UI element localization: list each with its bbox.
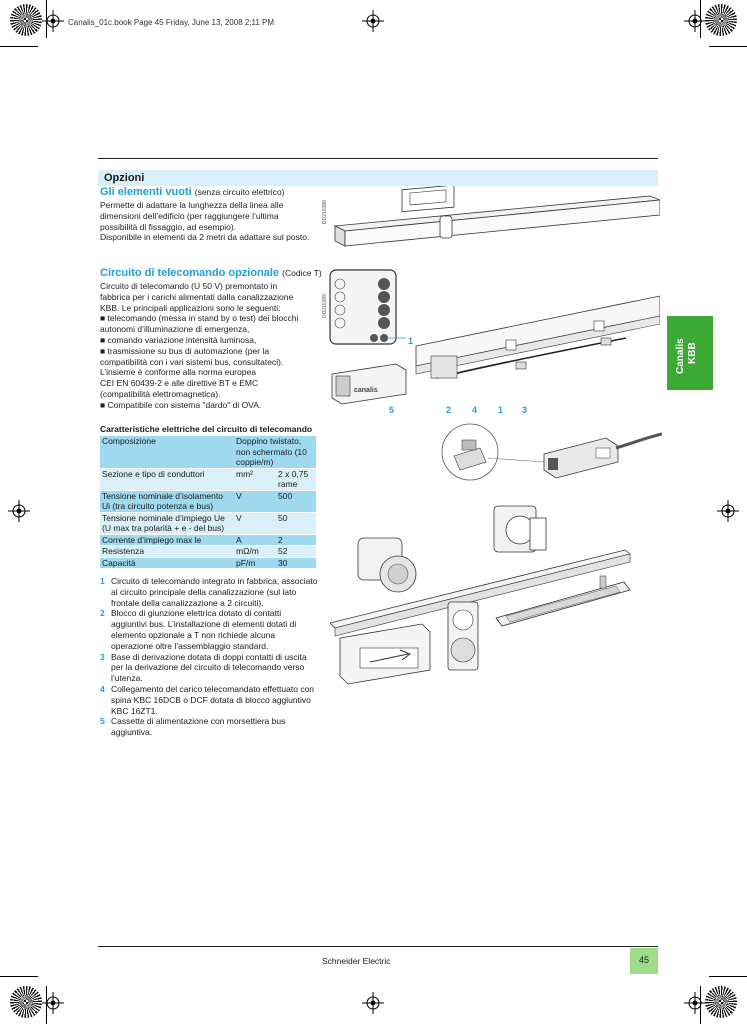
- registration-mark-icon: [362, 992, 384, 1014]
- text-line: autonomi d’illuminazione di emergenza,: [100, 324, 250, 335]
- footer-company: Schneider Electric: [322, 956, 391, 966]
- note-number: 1: [100, 576, 105, 586]
- top-rule: [98, 158, 658, 159]
- side-tab-line1: Canalis: [675, 338, 686, 374]
- table-cell: 50: [276, 512, 316, 534]
- table-cell: Doppino twistato, non schermato (10 coppie/m): [234, 436, 316, 468]
- table-row: [100, 436, 316, 468]
- registration-mark-icon: [684, 992, 706, 1014]
- table-cell: mΩ/m: [234, 546, 276, 558]
- text-line: CEI EN 60439-2 e alle direttive BT e EMC: [100, 378, 259, 389]
- page-number-box: [630, 948, 658, 974]
- text-line: (compatibilità elettromagnetica).: [100, 388, 221, 399]
- table-row: [100, 468, 316, 490]
- table-cell: 52: [276, 546, 316, 558]
- table-cell: Tensione nominale d’isolamento Ui (tra circuito potenza e bus): [100, 490, 234, 512]
- callout-1b: 1: [498, 405, 504, 415]
- text-line: Disponibile in elementi da 2 metri da adattare sul posto.: [100, 232, 310, 243]
- page-number: 45: [638, 955, 649, 965]
- note-text: Collegamento del carico telecomandato effettuato con spina KBC 16DCB o DCF dotata di blocco aggiuntivo KBC 16ZT1.: [111, 683, 315, 716]
- list-item: [100, 652, 318, 684]
- table-caption: Caratteristiche elettriche del circuito di telecomando: [100, 424, 313, 434]
- table-row: [100, 512, 316, 534]
- registration-mark-icon: [42, 992, 64, 1014]
- callout-3: 3: [522, 405, 528, 415]
- text-line: Permette di adattare la lunghezza della linea alle: [100, 200, 284, 210]
- table-cell: pF/m: [234, 557, 276, 569]
- crop-line: [709, 976, 747, 977]
- spec-table: [100, 436, 316, 569]
- list-item: [100, 608, 318, 651]
- note-text: Base di derivazione dotata di doppi contatti di uscita per la derivazione del circuito di telecomando verso l’utenza.: [111, 651, 307, 684]
- paragraph-remote-circuit: [100, 281, 320, 411]
- table-cell: 30: [276, 557, 316, 569]
- note-text: Cassette di alimentazione con morsettiera bus aggiuntiva.: [111, 716, 286, 738]
- empty-element-figure: [330, 186, 660, 256]
- registration-mark-icon: [42, 10, 64, 32]
- side-tab: [667, 316, 713, 390]
- table-cell: A: [234, 534, 276, 546]
- crop-line: [0, 976, 38, 977]
- registration-disc: [10, 986, 42, 1018]
- table-cell: Tensione nominale d’impiego Ue (U max tra polarità + e - del bus): [100, 512, 234, 534]
- table-cell: V: [234, 512, 276, 534]
- text-line: ■ trasmissione su bus di automazione (per la: [100, 345, 270, 356]
- list-item: [100, 576, 318, 608]
- list-item: [100, 716, 318, 738]
- registration-mark-icon: [684, 10, 706, 32]
- table-cell: Capacità: [100, 557, 234, 569]
- table-cell: 2 x 0,75 rame: [276, 468, 316, 490]
- text-line: L’insieme è conforme alla norma europea: [100, 367, 256, 378]
- side-tab-line2: KBB: [687, 342, 698, 364]
- note-number: 2: [100, 608, 105, 619]
- callout-2: 2: [446, 405, 452, 415]
- registration-disc: [705, 986, 737, 1018]
- table-row: [100, 557, 316, 569]
- callout-4: 4: [472, 405, 478, 415]
- heading-sub: (senza circuito elettrico): [194, 187, 285, 197]
- figure-code: DD210389: [322, 294, 328, 318]
- crop-line: [0, 46, 38, 47]
- table-cell: 500: [276, 490, 316, 512]
- footer-rule: [98, 946, 658, 947]
- heading-text: Circuito di telecomando opzionale: [100, 267, 280, 279]
- heading-sub: (Codice T): [282, 268, 322, 278]
- heading-empty-elements: [100, 186, 285, 199]
- heading-remote-circuit: [100, 267, 322, 280]
- table-cell: Resistenza: [100, 546, 234, 558]
- note-number: 4: [100, 683, 105, 694]
- note-text: Circuito di telecomando integrato in fabbrica, associato al circuito principale della canalizzazione (sul lato frontale della canalizzazione a 2 circuiti).: [111, 576, 318, 608]
- callout-5: 5: [389, 405, 395, 415]
- text-line: compatibilità con i vari sistemi bus, consultateci).: [100, 356, 284, 367]
- notes-list: [100, 576, 318, 738]
- box-logo: canalis: [354, 387, 378, 394]
- table-row: [100, 490, 316, 512]
- text-line: Circuito di telecomando (U 50 V) premontato in: [100, 281, 278, 291]
- print-header: Canalis_01c.book Page 45 Friday, June 13, 2008 2:11 PM: [68, 18, 275, 27]
- paragraph-empty-elements: [100, 200, 325, 243]
- registration-mark-icon: [717, 500, 739, 522]
- callout-1: 1: [408, 336, 414, 346]
- list-item: [100, 684, 318, 716]
- text-line: ■ telecomando (messa in stand by o test) dei blocchi: [100, 313, 299, 324]
- note-number: 5: [100, 716, 105, 727]
- registration-mark-icon: [8, 500, 30, 522]
- heading-text: Gli elementi vuoti: [100, 186, 192, 198]
- text-line: fabbrica per i carichi alimentati dalla canalizzazione: [100, 291, 294, 302]
- text-line: possibilità di fissaggio, ad esempio).: [100, 221, 237, 232]
- section-title: Opzioni: [104, 172, 145, 184]
- figure-code: DD210388: [322, 200, 328, 224]
- registration-disc: [705, 4, 737, 36]
- table-cell: Corrente d’impiego max le: [100, 534, 234, 546]
- table-cell: Sezione e tipo di conduttori: [100, 468, 234, 490]
- text-line: KBB. Le principali applicazioni sono le seguenti:: [100, 302, 281, 313]
- note-text: Blocco di giunzione elettrica dotato di contatti aggiuntivi bus. L’installazione di elementi dotati di elemento opzionale a T non richiede alcuna operazione oltre l’assemblaggio standard.: [111, 608, 297, 651]
- crop-line: [709, 46, 747, 47]
- text-line: ■ comando variazione intensità luminosa,: [100, 334, 257, 345]
- remote-circuit-figure: [326, 266, 660, 416]
- note-number: 3: [100, 651, 105, 662]
- table-cell: V: [234, 490, 276, 512]
- installation-figure: [330, 498, 660, 698]
- registration-mark-icon: [362, 10, 384, 32]
- table-row: [100, 534, 316, 546]
- text-line: ■ Compatibile con sistema "dardo" di OVA.: [100, 399, 262, 410]
- registration-disc: [10, 4, 42, 36]
- plug-detail-figure: [440, 418, 662, 488]
- text-line: dimensioni dell’edificio (per raggiungere l’ultima: [100, 210, 279, 221]
- section-bar: [98, 170, 658, 186]
- table-cell: mm²: [234, 468, 276, 490]
- table-row: [100, 546, 316, 558]
- table-cell: Composizione: [100, 436, 234, 468]
- table-cell: 2: [276, 534, 316, 546]
